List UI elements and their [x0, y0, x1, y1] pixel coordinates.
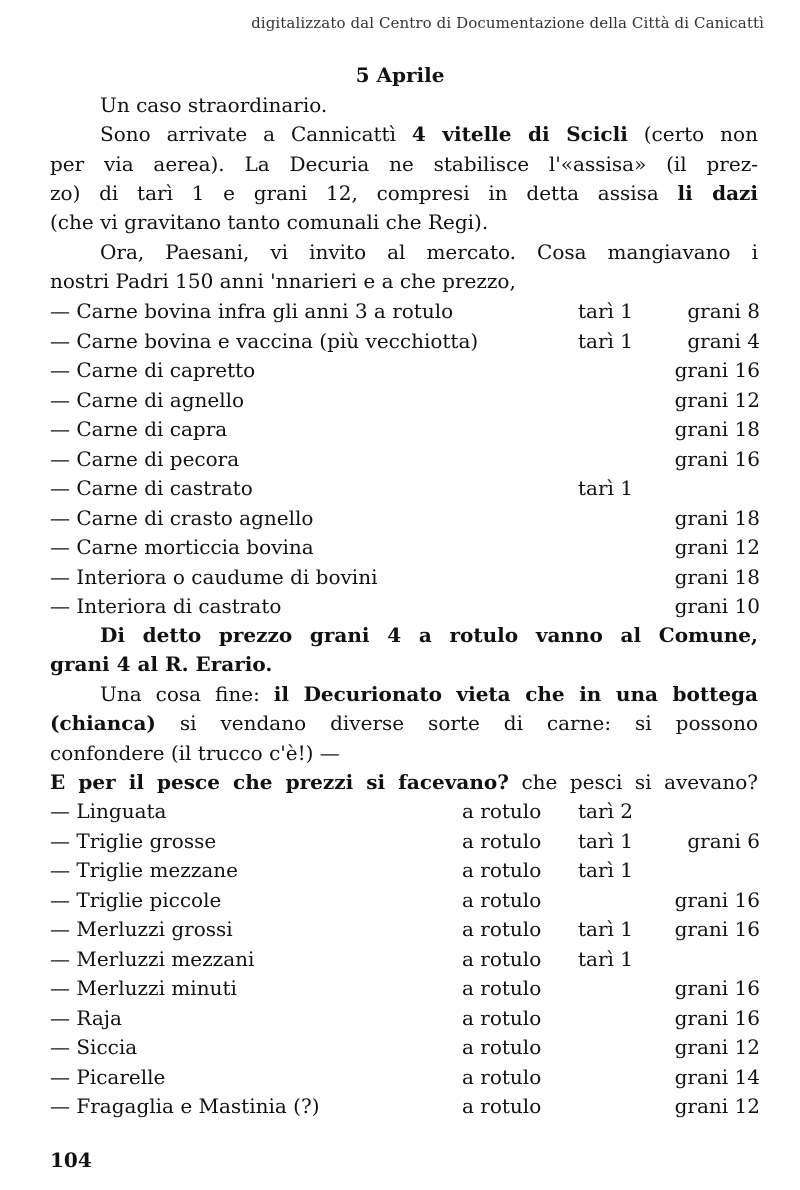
fish-item-row — [50, 974, 760, 1003]
meat-item-row — [50, 297, 760, 326]
fish-item-name: — Merluzzi grossi — [50, 917, 233, 941]
meat-item-grani: grani 16 — [674, 358, 760, 382]
para5-line1 — [50, 768, 758, 797]
fish-item-name: — Linguata — [50, 799, 167, 823]
fish-item-row — [50, 856, 760, 885]
para4-line1-bold: il Decurionato vieta che in una bottega — [273, 682, 758, 706]
fish-item-tari: tarì 1 — [578, 917, 633, 941]
meat-item-tari: tarì 1 — [578, 328, 633, 353]
fish-item-grani: grani 16 — [674, 976, 760, 1000]
para2-line1: Ora, Paesani, vi invito al mercato. Cosa mangiavano i — [100, 240, 758, 264]
para1-line4-text: zo) di tarì 1 e grani 12, compresi in detta assisa — [50, 181, 678, 205]
meat-item-tari: tarì 1 — [578, 299, 633, 323]
fish-item-name: — Fragaglia e Mastinia (?) — [50, 1094, 320, 1118]
fish-item-tari: tarì 1 — [578, 946, 633, 971]
fish-item-row — [50, 827, 760, 856]
meat-item-name: — Carne di castrato — [50, 476, 253, 500]
para1-line2 — [50, 120, 758, 149]
fish-item-unit: a rotulo — [462, 946, 542, 971]
para4-line2 — [50, 709, 758, 738]
meat-item-row — [50, 327, 760, 356]
fish-item-row — [50, 1092, 760, 1121]
fish-item-name: — Triglie grosse — [50, 828, 217, 853]
para1-line2-bold: 4 vitelle di Scicli — [411, 122, 628, 146]
meat-item-name: — Carne di pecora — [50, 446, 240, 471]
fish-item-unit: a rotulo — [462, 1035, 542, 1059]
para4-line1-text: Una cosa fine: — [100, 682, 274, 706]
fish-item-grani: grani 14 — [674, 1064, 760, 1089]
fish-item-grani: grani 12 — [674, 1094, 760, 1118]
page-title: 5 Aprile — [355, 63, 445, 87]
fish-item-unit: a rotulo — [462, 887, 542, 912]
para1-line2-text: Sono arrivate a Cannicattì — [100, 122, 412, 146]
meat-item-name: — Carne di agnello — [50, 387, 245, 412]
meat-item-grani: grani 12 — [674, 387, 760, 412]
para3-line2: grani 4 al R. Erario. — [50, 652, 273, 676]
meat-item-name: — Carne di capretto — [50, 358, 256, 382]
fish-item-unit: a rotulo — [462, 858, 542, 882]
meat-item-grani: grani 4 — [687, 328, 760, 353]
para4-line3: confondere (il trucco c'è!) — — [50, 741, 340, 765]
fish-item-row — [50, 1063, 760, 1092]
fish-item-name: — Merluzzi minuti — [50, 976, 237, 1000]
meat-item-row — [50, 474, 760, 503]
meat-item-grani: grani 12 — [674, 535, 760, 559]
meat-item-grani: grani 18 — [674, 505, 760, 530]
para5-line1-text: che pesci si avevano? — [508, 770, 758, 794]
fish-item-name: — Siccia — [50, 1035, 138, 1059]
meat-item-name: — Carne morticcia bovina — [50, 535, 314, 559]
fish-item-tari: tarì 1 — [578, 858, 633, 882]
digitization-header: digitalizzato dal Centro di Documentazione della Città di Canicattì — [251, 14, 764, 32]
meat-item-row — [50, 504, 760, 533]
fish-item-row — [50, 945, 760, 974]
para1-line3: per via aerea). La Decuria ne stabilisce l'«assisa» (il prez- — [50, 152, 758, 176]
fish-item-unit: a rotulo — [462, 976, 542, 1000]
meat-item-grani: grani 18 — [674, 417, 760, 441]
fish-item-row — [50, 797, 760, 826]
page-number: 104 — [50, 1148, 92, 1172]
fish-item-grani: grani 12 — [674, 1035, 760, 1059]
fish-item-row — [50, 886, 760, 915]
fish-item-row — [50, 1033, 760, 1062]
para3-line1: Di detto prezzo grani 4 a rotulo vanno al Comune, — [100, 623, 758, 647]
para1-line5: (che vi gravitano tanto comunali che Regi). — [50, 210, 489, 234]
meat-item-row — [50, 445, 760, 474]
meat-item-row — [50, 563, 760, 592]
fish-item-unit: a rotulo — [462, 1005, 542, 1030]
meat-item-row — [50, 356, 760, 385]
meat-item-row — [50, 386, 760, 415]
fish-item-name: — Merluzzi mezzani — [50, 946, 255, 971]
meat-item-grani: grani 18 — [674, 564, 760, 589]
para1-line4 — [50, 179, 758, 208]
meat-item-name: — Carne di crasto agnello — [50, 505, 314, 530]
meat-item-row — [50, 592, 760, 621]
meat-item-grani: grani 10 — [674, 594, 760, 618]
meat-item-name: — Carne di capra — [50, 417, 228, 441]
para4-line2-bold: (chianca) — [50, 711, 156, 735]
para4-line2-text: si vendano diverse sorte di carne: — [155, 711, 636, 735]
meat-item-grani: grani 8 — [687, 299, 760, 323]
para4-line1 — [50, 680, 758, 709]
fish-item-unit: a rotulo — [462, 828, 542, 853]
meat-item-name: — Interiora o caudume di bovini — [50, 564, 378, 589]
meat-item-grani: grani 16 — [674, 446, 760, 471]
fish-item-name: — Raja — [50, 1005, 122, 1030]
para1-line2-rest: (certo non — [627, 122, 758, 146]
para4-line2-rest: si possono — [635, 711, 758, 735]
fish-item-grani: grani 16 — [674, 887, 760, 912]
fish-item-tari: tarì 1 — [578, 828, 633, 853]
meat-item-row — [50, 533, 760, 562]
fish-item-name: — Picarelle — [50, 1064, 166, 1089]
meat-item-tari: tarì 1 — [578, 476, 633, 500]
fish-item-tari: tarì 2 — [578, 799, 633, 823]
fish-item-unit: a rotulo — [462, 799, 542, 823]
fish-item-row — [50, 1004, 760, 1033]
meat-item-name: — Interiora di castrato — [50, 594, 282, 618]
fish-item-grani: grani 16 — [674, 1005, 760, 1030]
meat-item-row — [50, 415, 760, 444]
fish-item-unit: a rotulo — [462, 1094, 542, 1118]
fish-item-row — [50, 915, 760, 944]
para1-line1: Un caso straordinario. — [100, 93, 328, 117]
para1-line4-bold: li dazi — [677, 181, 758, 205]
para2-line2: nostri Padri 150 anni 'nnarieri e a che prezzo, — [50, 269, 516, 293]
fish-item-grani: grani 6 — [687, 828, 760, 853]
meat-item-name: — Carne bovina e vaccina (più vecchiotta) — [50, 328, 479, 353]
fish-item-grani: grani 16 — [674, 917, 760, 941]
fish-item-unit: a rotulo — [462, 917, 542, 941]
para5-line1-bold: E per il pesce che prezzi si facevano? — [50, 770, 509, 794]
fish-item-unit: a rotulo — [462, 1064, 542, 1089]
meat-item-name: — Carne bovina infra gli anni 3 a rotulo — [50, 299, 454, 323]
fish-item-name: — Triglie mezzane — [50, 858, 238, 882]
fish-item-name: — Triglie piccole — [50, 887, 222, 912]
